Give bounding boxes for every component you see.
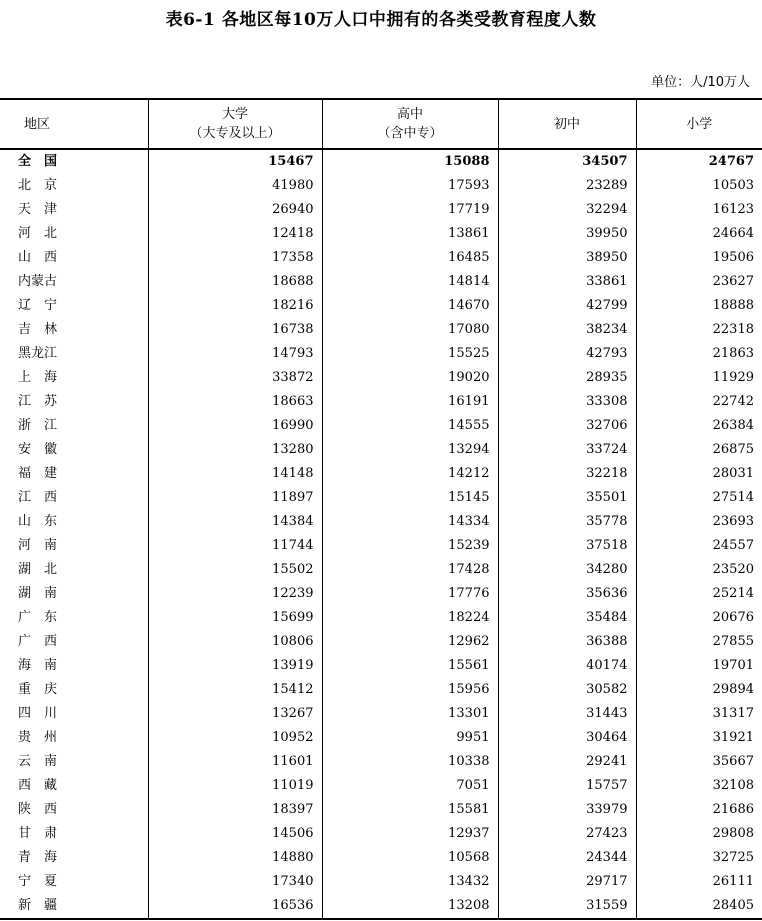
primary-cell: 29808 xyxy=(636,822,762,846)
region-cell: 吉 林 xyxy=(18,322,58,337)
college-cell: 18688 xyxy=(148,270,322,294)
table-row xyxy=(0,462,762,486)
header-college-line2: （大专及以上） xyxy=(189,126,281,141)
college-cell: 14506 xyxy=(148,822,322,846)
primary-cell: 28031 xyxy=(636,462,762,486)
college-cell: 11744 xyxy=(148,534,322,558)
table-row xyxy=(0,750,762,774)
junior-cell: 34280 xyxy=(498,558,636,582)
primary-cell: 26875 xyxy=(636,438,762,462)
header-junior: 初中 xyxy=(498,99,636,149)
high-school-cell: 13208 xyxy=(322,894,498,919)
primary-cell: 10503 xyxy=(636,174,762,198)
college-cell: 13267 xyxy=(148,702,322,726)
high-school-cell: 16191 xyxy=(322,390,498,414)
region-cell: 西 藏 xyxy=(18,778,58,793)
high-school-cell: 15561 xyxy=(322,654,498,678)
table-row xyxy=(0,606,762,630)
college-cell: 15412 xyxy=(148,678,322,702)
college-cell: 14793 xyxy=(148,342,322,366)
region-cell: 福 建 xyxy=(18,466,58,481)
college-cell: 16738 xyxy=(148,318,322,342)
high-school-cell: 14555 xyxy=(322,414,498,438)
high-school-cell: 16485 xyxy=(322,246,498,270)
junior-cell: 15757 xyxy=(498,774,636,798)
region-cell: 浙 江 xyxy=(18,418,58,433)
table-header xyxy=(0,99,762,149)
high-school-cell: 15145 xyxy=(322,486,498,510)
primary-cell: 11929 xyxy=(636,366,762,390)
region-cell: 黑龙江 xyxy=(18,346,58,361)
table-row xyxy=(0,390,762,414)
primary-cell: 23520 xyxy=(636,558,762,582)
junior-cell: 30582 xyxy=(498,678,636,702)
high-school-cell: 19020 xyxy=(322,366,498,390)
college-cell: 17358 xyxy=(148,246,322,270)
junior-cell: 38950 xyxy=(498,246,636,270)
high-school-cell: 18224 xyxy=(322,606,498,630)
primary-cell: 22318 xyxy=(636,318,762,342)
header-region: 地区 xyxy=(0,99,148,149)
region-cell: 四 川 xyxy=(18,706,58,721)
table-row xyxy=(0,294,762,318)
high-school-cell: 7051 xyxy=(322,774,498,798)
table-row xyxy=(0,654,762,678)
high-school-cell: 15239 xyxy=(322,534,498,558)
region-cell: 宁 夏 xyxy=(18,874,58,889)
junior-cell: 42793 xyxy=(498,342,636,366)
college-cell: 10952 xyxy=(148,726,322,750)
table-row xyxy=(0,342,762,366)
header-college xyxy=(148,99,322,149)
table-row xyxy=(0,414,762,438)
primary-cell: 24557 xyxy=(636,534,762,558)
junior-cell: 36388 xyxy=(498,630,636,654)
high-school-cell: 13301 xyxy=(322,702,498,726)
region-cell: 全 国 xyxy=(18,154,58,169)
junior-cell: 23289 xyxy=(498,174,636,198)
primary-cell: 18888 xyxy=(636,294,762,318)
junior-cell: 35778 xyxy=(498,510,636,534)
primary-cell: 27855 xyxy=(636,630,762,654)
junior-cell: 33724 xyxy=(498,438,636,462)
region-cell: 北 京 xyxy=(18,178,58,193)
table-row xyxy=(0,366,762,390)
high-school-cell: 14670 xyxy=(322,294,498,318)
junior-cell: 35501 xyxy=(498,486,636,510)
region-cell: 安 徽 xyxy=(18,442,58,457)
high-school-cell: 17080 xyxy=(322,318,498,342)
table-row xyxy=(0,174,762,198)
high-school-cell: 14814 xyxy=(322,270,498,294)
table-row xyxy=(0,198,762,222)
high-school-cell: 14212 xyxy=(322,462,498,486)
junior-cell: 33861 xyxy=(498,270,636,294)
region-cell: 辽 宁 xyxy=(18,298,58,313)
region-cell: 新 疆 xyxy=(0,894,148,919)
table-row xyxy=(0,582,762,606)
primary-cell: 20676 xyxy=(636,606,762,630)
college-cell: 41980 xyxy=(148,174,322,198)
college-cell: 15502 xyxy=(148,558,322,582)
primary-cell: 23693 xyxy=(636,510,762,534)
junior-cell: 27423 xyxy=(498,822,636,846)
region-cell: 贵 州 xyxy=(18,730,58,745)
college-cell: 15699 xyxy=(148,606,322,630)
primary-cell: 16123 xyxy=(636,198,762,222)
primary-cell: 23627 xyxy=(636,270,762,294)
region-cell: 重 庆 xyxy=(18,682,58,697)
primary-cell: 32108 xyxy=(636,774,762,798)
header-high-line1: 高中 xyxy=(396,107,423,122)
primary-cell: 31921 xyxy=(636,726,762,750)
high-school-cell: 15956 xyxy=(322,678,498,702)
high-school-cell: 17593 xyxy=(322,174,498,198)
table-row xyxy=(0,510,762,534)
region-cell: 海 南 xyxy=(18,658,58,673)
college-cell: 18663 xyxy=(148,390,322,414)
college-cell: 13919 xyxy=(148,654,322,678)
high-school-cell: 10338 xyxy=(322,750,498,774)
region-cell: 天 津 xyxy=(18,202,58,217)
junior-cell: 42799 xyxy=(498,294,636,318)
junior-cell: 29717 xyxy=(498,870,636,894)
junior-cell: 32218 xyxy=(498,462,636,486)
high-school-cell: 12962 xyxy=(322,630,498,654)
primary-cell: 22742 xyxy=(636,390,762,414)
region-cell: 江 西 xyxy=(18,490,58,505)
junior-cell: 35484 xyxy=(498,606,636,630)
region-cell: 陕 西 xyxy=(18,802,58,817)
region-cell: 山 西 xyxy=(18,250,58,265)
high-school-cell: 17428 xyxy=(322,558,498,582)
junior-cell: 38234 xyxy=(498,318,636,342)
college-cell: 10806 xyxy=(148,630,322,654)
junior-cell: 33979 xyxy=(498,798,636,822)
table-row xyxy=(0,318,762,342)
primary-cell: 21863 xyxy=(636,342,762,366)
junior-cell: 32706 xyxy=(498,414,636,438)
table-row xyxy=(0,822,762,846)
table-row xyxy=(0,702,762,726)
table-row xyxy=(0,534,762,558)
high-school-cell: 17719 xyxy=(322,198,498,222)
region-cell: 广 西 xyxy=(18,634,58,649)
region-cell: 山 东 xyxy=(18,514,58,529)
region-cell: 云 南 xyxy=(18,754,58,769)
high-school-cell: 15581 xyxy=(322,798,498,822)
primary-cell: 26111 xyxy=(636,870,762,894)
junior-cell: 31559 xyxy=(498,894,636,919)
college-cell: 15467 xyxy=(148,149,322,174)
primary-cell: 32725 xyxy=(636,846,762,870)
primary-cell: 24664 xyxy=(636,222,762,246)
high-school-cell: 15088 xyxy=(322,149,498,174)
table-body xyxy=(0,149,762,919)
junior-cell: 34507 xyxy=(498,149,636,174)
region-cell: 上 海 xyxy=(18,370,58,385)
primary-cell: 29894 xyxy=(636,678,762,702)
college-cell: 13280 xyxy=(148,438,322,462)
region-cell: 湖 南 xyxy=(18,586,58,601)
region-cell: 河 南 xyxy=(18,538,58,553)
primary-cell: 27514 xyxy=(636,486,762,510)
junior-cell: 29241 xyxy=(498,750,636,774)
junior-cell: 30464 xyxy=(498,726,636,750)
college-cell: 18216 xyxy=(148,294,322,318)
education-table xyxy=(0,98,762,920)
high-school-cell: 12937 xyxy=(322,822,498,846)
primary-cell: 21686 xyxy=(636,798,762,822)
college-cell: 12239 xyxy=(148,582,322,606)
header-primary: 小学 xyxy=(636,99,762,149)
table-row xyxy=(0,558,762,582)
table-row xyxy=(0,630,762,654)
college-cell: 18397 xyxy=(148,798,322,822)
college-cell: 16990 xyxy=(148,414,322,438)
college-cell: 11601 xyxy=(148,750,322,774)
header-college-line1: 大学 xyxy=(221,107,248,122)
high-school-cell: 15525 xyxy=(322,342,498,366)
junior-cell: 33308 xyxy=(498,390,636,414)
region-cell: 广 东 xyxy=(18,610,58,625)
college-cell: 12418 xyxy=(148,222,322,246)
region-cell: 河 北 xyxy=(18,226,58,241)
header-high-school xyxy=(322,99,498,149)
region-cell: 湖 北 xyxy=(18,562,58,577)
college-cell: 16536 xyxy=(148,894,322,919)
high-school-cell: 14334 xyxy=(322,510,498,534)
high-school-cell: 13294 xyxy=(322,438,498,462)
college-cell: 33872 xyxy=(148,366,322,390)
table-row xyxy=(0,222,762,246)
junior-cell: 35636 xyxy=(498,582,636,606)
primary-cell: 26384 xyxy=(636,414,762,438)
primary-cell: 24767 xyxy=(636,149,762,174)
high-school-cell: 17776 xyxy=(322,582,498,606)
table-row xyxy=(0,774,762,798)
table-row xyxy=(0,726,762,750)
junior-cell: 37518 xyxy=(498,534,636,558)
college-cell: 14880 xyxy=(148,846,322,870)
junior-cell: 40174 xyxy=(498,654,636,678)
page-title: 表6-1 各地区每10万人口中拥有的各类受教育程度人数 xyxy=(165,10,597,30)
college-cell: 11019 xyxy=(148,774,322,798)
primary-cell: 25214 xyxy=(636,582,762,606)
college-cell: 17340 xyxy=(148,870,322,894)
high-school-cell: 10568 xyxy=(322,846,498,870)
primary-cell: 35667 xyxy=(636,750,762,774)
table-row xyxy=(0,270,762,294)
table-row xyxy=(0,870,762,894)
primary-cell: 31317 xyxy=(636,702,762,726)
header-high-line2: （含中专） xyxy=(377,126,443,141)
high-school-cell: 13432 xyxy=(322,870,498,894)
primary-cell: 28405 xyxy=(636,894,762,919)
region-cell: 青 海 xyxy=(18,850,58,865)
region-cell: 甘 肃 xyxy=(18,826,58,841)
unit-label: 单位：人/10万人 xyxy=(651,75,750,90)
table-row-total xyxy=(0,149,762,174)
table-row xyxy=(0,678,762,702)
junior-cell: 24344 xyxy=(498,846,636,870)
region-cell: 内蒙古 xyxy=(18,274,58,289)
high-school-cell: 13861 xyxy=(322,222,498,246)
region-cell: 江 苏 xyxy=(18,394,58,409)
junior-cell: 28935 xyxy=(498,366,636,390)
junior-cell: 31443 xyxy=(498,702,636,726)
table-row xyxy=(0,846,762,870)
table-row xyxy=(0,486,762,510)
junior-cell: 39950 xyxy=(498,222,636,246)
table-row xyxy=(0,798,762,822)
junior-cell: 32294 xyxy=(498,198,636,222)
high-school-cell: 9951 xyxy=(322,726,498,750)
table-row xyxy=(0,438,762,462)
table-row xyxy=(0,894,762,919)
primary-cell: 19506 xyxy=(636,246,762,270)
college-cell: 14148 xyxy=(148,462,322,486)
college-cell: 11897 xyxy=(148,486,322,510)
college-cell: 14384 xyxy=(148,510,322,534)
table-row xyxy=(0,246,762,270)
college-cell: 26940 xyxy=(148,198,322,222)
primary-cell: 19701 xyxy=(636,654,762,678)
